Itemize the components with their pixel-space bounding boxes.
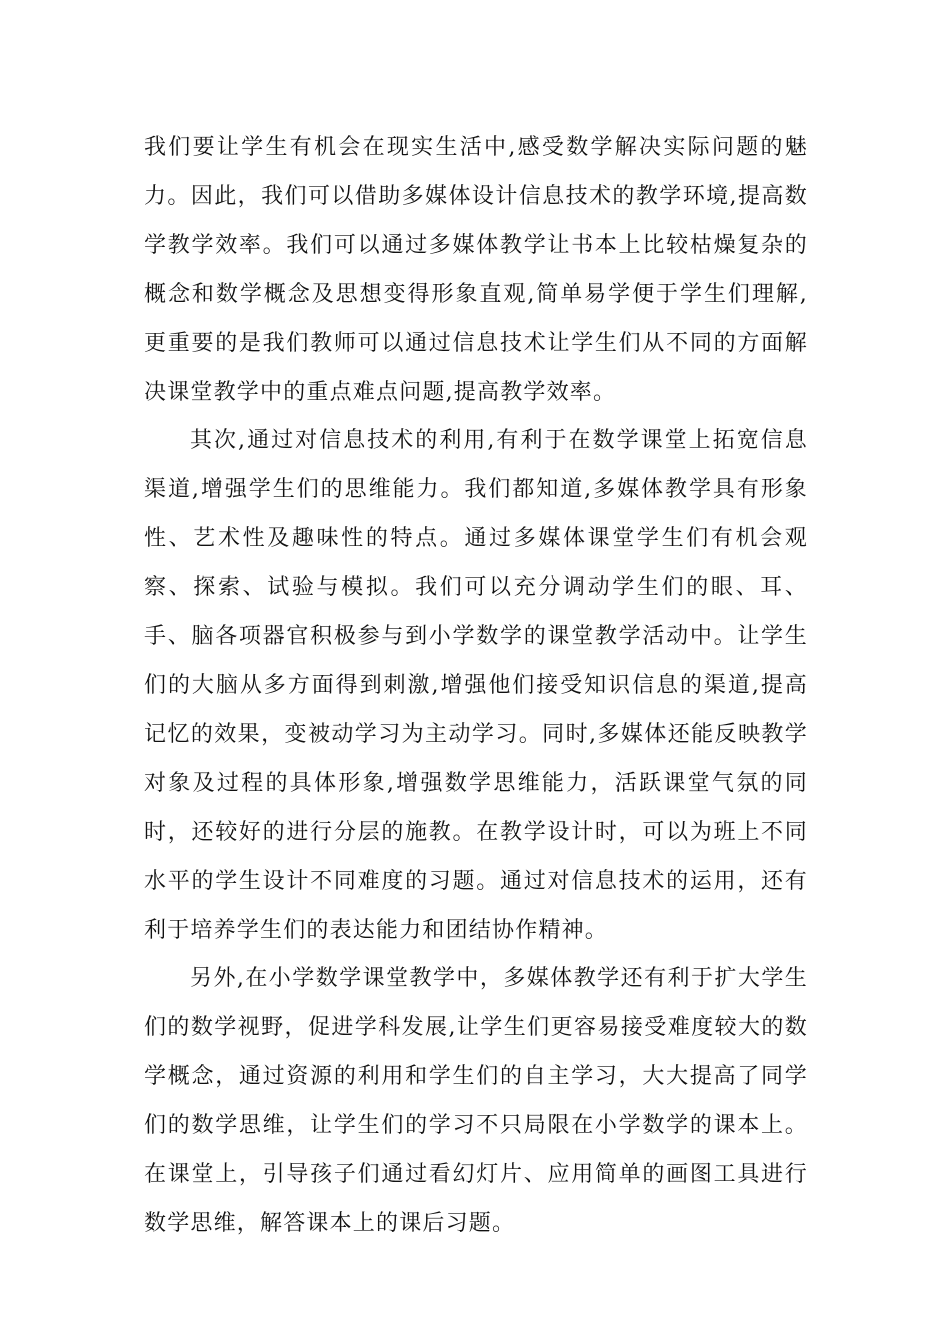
paragraph-2: 其次,通过对信息技术的利用,有利于在数学课堂上拓宽信息渠道,增强学生们的思维能力。我们都知道,多媒体教学具有形象性、艺术性及趣味性的特点。通过多媒体课堂学生们有机会观察、探索、试验与模拟。我们可以充分调动学生们的眼、耳、手、脑各项器官积极参与到小学数学的课堂教学活动中。让学生们的大脑从多方面得到刺激,增强他们接受知识信息的渠道,提高记忆的效果，变被动学习为主动学习。同时,多媒体还能反映教学对象及过程的具体形象,增强数学思维能力，活跃课堂气氛的同时，还较好的进行分层的施教。在教学设计时，可以为班上不同水平的学生设计不同难度的习题。通过对信息技术的运用，还有利于培养学生们的表达能力和团结协作精神。: [144, 428, 808, 943]
document-body: [144, 124, 808, 1249]
paragraph-3: 另外,在小学数学课堂教学中，多媒体教学还有利于扩大学生们的数学视野，促进学科发展,让学生们更容易接受难度较大的数学概念，通过资源的利用和学生们的自主学习，大大提高了同学们的数学思维，让学生们的学习不只局限在小学数学的课本上。在课堂上，引导孩子们通过看幻灯片、应用简单的画图工具进行数学思维，解答课本上的课后习题。: [144, 966, 808, 1236]
paragraph-1: 我们要让学生有机会在现实生活中,感受数学解决实际问题的魅力。因此，我们可以借助多媒体设计信息技术的教学环境,提高数学教学效率。我们可以通过多媒体教学让书本上比较枯燥复杂的概念和数学概念及思想变得形象直观,简单易学便于学生们理解,更重要的是我们教师可以通过信息技术让学生们从不同的方面解决课堂教学中的重点难点问题,提高教学效率。: [144, 135, 808, 405]
